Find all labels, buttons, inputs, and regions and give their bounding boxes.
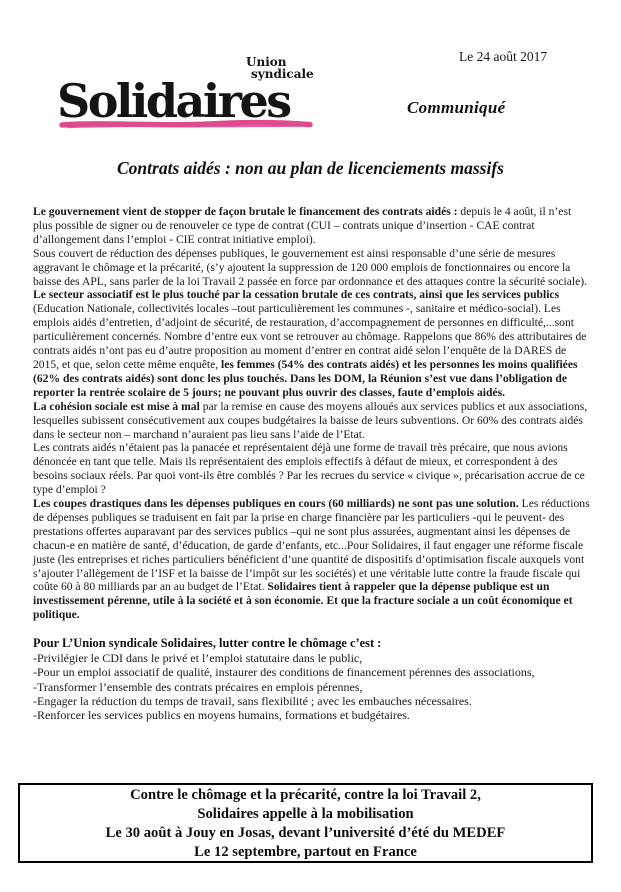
paragraph-1-text: depuis le 4 août, il n’est plus possible de signer ou de renouveler ce type de contrat (CUI – contrats unique d’insertion - CAE contrat d’allongement dans l’emploi - CIE contrat initiative emploi). [33, 205, 572, 246]
mobilisation-call-box [18, 783, 593, 863]
logo-wordmark: Solidaires [57, 74, 290, 128]
paragraph-1-bold-lead: Le gouvernement vient de stopper de façon brutale le financement des contrats aidés : [33, 205, 461, 218]
document-date: Le 24 août 2017 [459, 49, 548, 64]
brush-stroke-tail [67, 126, 307, 128]
page-title: Contrats aidés : non au plan de licenciements massifs [117, 158, 504, 178]
paragraph-6-text: Les réductions de dépenses publiques se traduisent en fait par la prise en charge financière par les particuliers -qui le peuvent- des prestations offertes auparavant par des services publics –qui ne sont plus assurées, augmentant ainsi les dépenses de chacun-e en matière de santé, d’éducation, de garde d’enfants, etc...Pour Solidaires, il faut engager une réforme fiscale juste (les entreprises et riches particuliers bénéficient d’une quantité de dispositifs d’optimisation fiscale auxquels vont s’ajouter l’allègement de l’ISF et la baisse de l’impôt sur les sociétés) et une véritable lutte contre la fraude fiscale qui coûte 60 à 80 milliards par an au budget de l’Etat. [33, 497, 590, 594]
body-text [33, 205, 591, 723]
paragraph-associative-sector [33, 288, 591, 399]
paragraph-2-text: Sous couvert de réduction des dépenses publiques, le gouvernement est ainsi responsable d’une série de mesures aggravant le chômage et la précarité, (s’y ajoutent la suppression de 120 000 emplois de fonctionnaires ou encore la baisse des APL, sans parler de la loi Travail 2 passée en force par ordonnance et des attaques contre la sécurité sociale). [33, 246, 588, 288]
box-line-against-unemployment: Contre le chômage et la précarité, contre la loi Travail 2, [130, 787, 481, 803]
paragraph-3-bold-end: les femmes (54% des contrats aidés) et les personnes les moins qualifiées (62% des contrats aidés) sont donc les plus touchés. Dans les DOM, la Réunion s’est vue dans l’obligation de reporter la rentrée scolaire de 5 jours; ne pouvant plus ouvrir des classes, faute d’emplois aidés. [33, 357, 578, 399]
box-line-mobilisation: Solidaires appelle à la mobilisation [197, 806, 414, 822]
paragraph-panacea [33, 441, 591, 497]
demand-item-cdi: -Privilégier le CDI dans le privé et l’emploi statutaire dans le public, [33, 650, 363, 665]
paragraph-3-bold-lead: Le secteur associatif est le plus touché par la cessation brutale de ces contrats, ainsi que les services publics [33, 288, 560, 302]
demands-heading: Pour L’Union syndicale Solidaires, lutter contre le chômage c’est : [33, 636, 382, 651]
demand-item-associative-jobs: -Pour un emploi associatif de qualité, instaurer des conditions de financement pérennes des associations, [33, 665, 535, 680]
paragraph-drastic-cuts [33, 497, 591, 622]
box-line-jouy-en-josas: Le 30 août à Jouy en Josas, devant l’université d’été du MEDEF [105, 825, 506, 841]
paragraph-4-bold-lead: La cohésion sociale est mise à mal [33, 399, 203, 413]
box-line-12-september: Le 12 septembre, partout en France [194, 844, 417, 860]
logo-union-syndicale [246, 57, 314, 80]
logo-union-line2: syndicale [251, 66, 314, 81]
paragraph-3-text: (Education Nationale, collectivités locales –tout particulièrement les communes -, sanitaire et médico-social). Les emplois aidés d’entretien, d’adjoint de sécurité, de restauration, d’accompagnement de personnes en difficulté,...sont particulièrement concernés. Nombre d’entre eux vont se retrouver au chômage. Rappelons que 86% des attributaires de contrats aidés n’ont pas eu d’autre proposition au moment d’entrer en contrat aidé selon l’enquête de la DARES de 2015, et que, selon cette même enquête, [33, 302, 587, 371]
demands-list [33, 651, 591, 723]
paragraph-5-text: Les contrats aidés n’étaient pas la panacée et représentaient déjà une forme de travail très précaire, que nous avions dénoncée en tant que telle. Mais ils représentaient des emplois effectifs à défaut de mieux, et correspondent à des besoins sociaux réels. Par quoi vont-ils être comblés ? Par les recrues du service « civique », précarisation accrue de ce type d’emploi ? [33, 441, 585, 497]
paragraph-4-text: par la remise en cause des moyens alloués aux services publics et aux associations, lesquelles subissent consécutivement aux coupes budgétaires la baisse de leurs subventions. Or 60% des contrats aidés dans le secteur non – marchand n’auraient pas lieu sans l’aide de l’Etat. [33, 399, 588, 441]
paragraph-6-bold-end: Solidaires tient à rappeler que la dépense publique est un investissement pérenne, utile à la société et à son économie. Et que la fracture sociale a un coût économique et politique. [33, 580, 573, 622]
demand-item-working-time: -Engager la réduction du temps de travail, sans flexibilité ; avec les embauches nécessaires. [33, 693, 472, 708]
logo-union-line1: Union [246, 55, 287, 69]
brush-stroke-main [62, 123, 310, 125]
paragraph-government-stop [33, 205, 591, 247]
document-type-label: Communiqué [407, 98, 506, 117]
solidaires-logo [57, 42, 327, 137]
paragraph-6-bold-lead: Les coupes drastiques dans les dépenses publiques en cours (60 milliards) ne sont pas une solution. [33, 497, 522, 511]
paragraph-social-cohesion [33, 400, 591, 442]
demand-item-transform-contracts: -Transformer l’ensemble des contrats précaires en emplois pérennes, [33, 679, 363, 694]
demand-item-public-services: -Renforcer les services publics en moyens humains, formations et budgétaires. [33, 708, 410, 723]
pink-brush-underline-icon [59, 119, 313, 130]
paragraph-budget-cuts [33, 247, 591, 289]
